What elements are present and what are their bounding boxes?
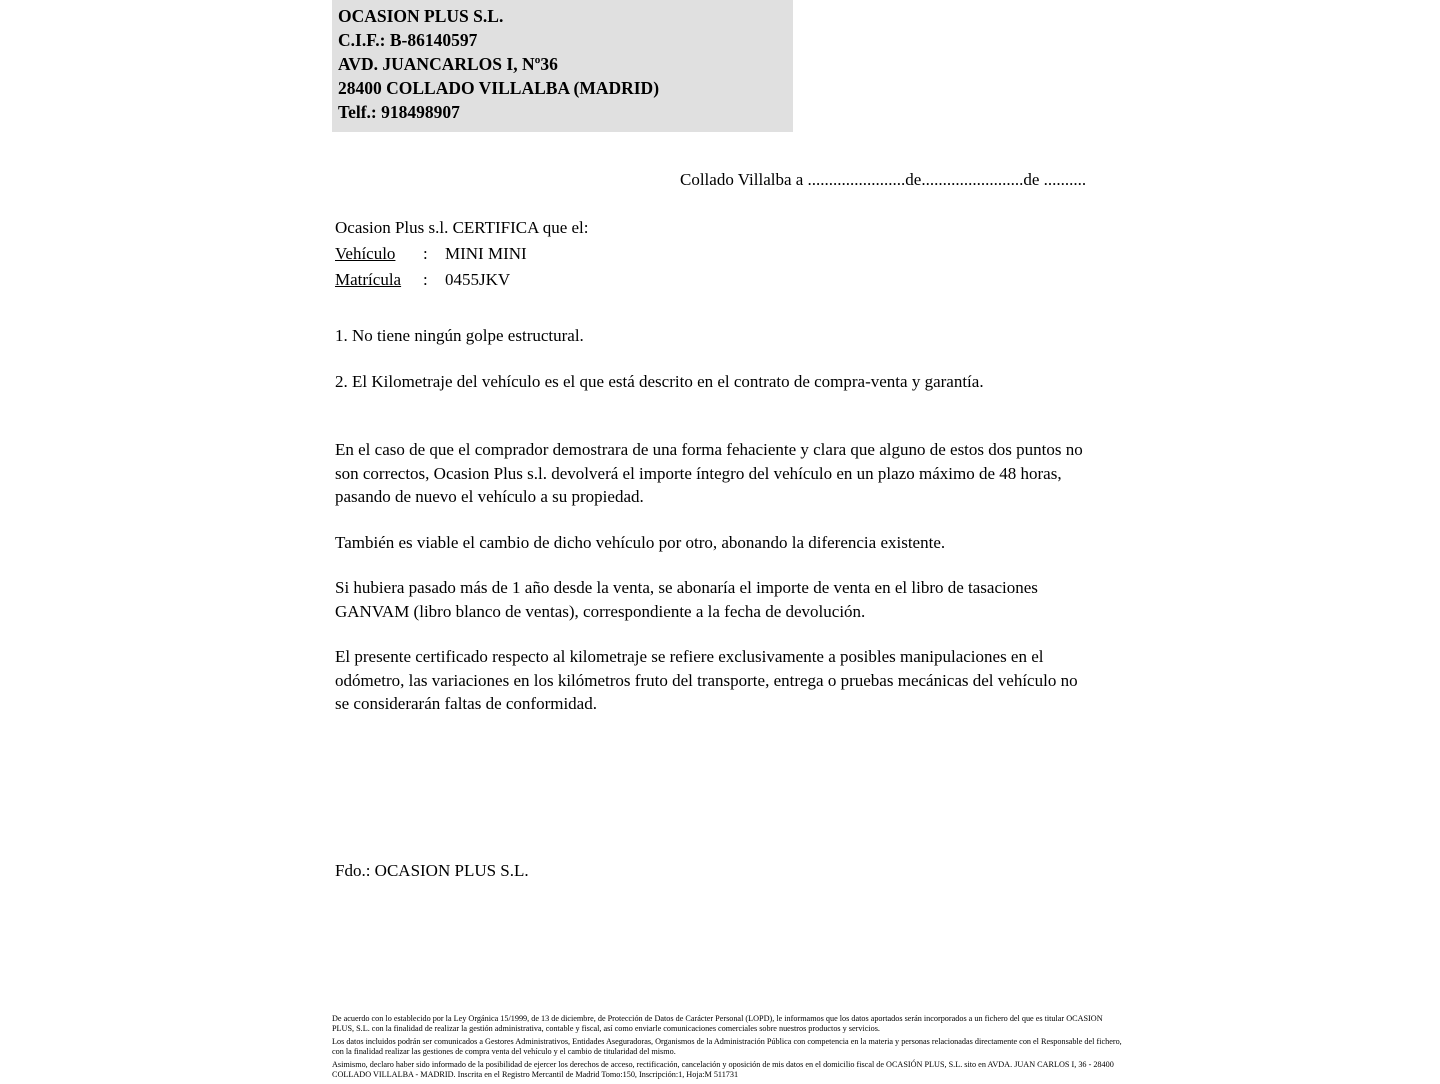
body-paragraph: Si hubiera pasado más de 1 año desde la venta, se abonaría el importe de venta en el libro de tasaciones GANVAM (libro blanco de ventas), correspondiente a la fecha de devolución. [335, 578, 1038, 621]
letterhead-block [332, 0, 793, 132]
points-list [335, 324, 1235, 416]
body-text [335, 438, 1095, 738]
vehicle-row [335, 241, 589, 267]
date-line: Collado Villalba a .......................de........................de .......... [680, 170, 1087, 189]
point-item: 2. El Kilometraje del vehículo es el que está descrito en el contrato de compra-venta y garantía. [335, 372, 984, 391]
company-phone: Telf.: 918498907 [338, 102, 460, 122]
company-address: AVD. JUANCARLOS I, Nº36 [338, 54, 558, 74]
legal-paragraph: Asimismo, declaro haber sido informado de la posibilidad de ejercer los derechos de acceso, rectificación, cancelación y oposición de mis datos en el domicilio fiscal de OCASIÓN PLUS, S.L. sito en AVDA. JUAN CARLOS I, 36 - 28400 COLLADO VILLALBA - MADRID. Inscrita en el Registro Mercantil de Madrid Tomo:150, Inscripción:1, Hoja:M 511731 [332, 1060, 1114, 1079]
body-paragraph: También es viable el cambio de dicho vehículo por otro, abonando la diferencia existente. [335, 532, 946, 552]
plate-label: Matrícula [335, 270, 402, 289]
company-cif: C.I.F.: B-86140597 [338, 30, 478, 50]
vehicle-separator: : [423, 244, 428, 263]
body-paragraph: El presente certificado respecto al kilometraje se refiere exclusivamente a posibles manipulaciones en el odómetro, las variaciones en los kilómetros fruto del transporte, entrega o pruebas mecánicas del vehículo no se considerarán faltas de conformidad. [335, 647, 1078, 713]
legal-footer [332, 1014, 1122, 1084]
point-item: 1. No tiene ningún golpe estructural. [335, 326, 584, 345]
company-city: 28400 COLLADO VILLALBA (MADRID) [338, 78, 660, 98]
certification-lead: Ocasion Plus s.l. CERTIFICA que el: [335, 218, 589, 237]
plate-row [335, 267, 589, 293]
certification-block [335, 215, 589, 293]
plate-value: 0455JKV [445, 270, 511, 289]
body-paragraph: En el caso de que el comprador demostrara de una forma fehaciente y clara que alguno de estos dos puntos no son correctos, Ocasion Plus s.l. devolverá el importe íntegro del vehículo en un plazo máximo de 48 horas, pasando de nuevo el vehículo a su propiedad. [335, 440, 1083, 506]
company-name: OCASION PLUS S.L. [338, 6, 504, 26]
legal-paragraph: De acuerdo con lo establecido por la Ley Orgánica 15/1999, de 13 de diciembre, de Protección de Datos de Carácter Personal (LOPD), le informamos que los datos aportados serán incorporados a un fichero del que es titular OCASION PLUS, S.L. con la finalidad de realizar la gestión administrativa, contable y fiscal, así como enviarle comunicaciones comerciales sobre nuestros productos y servicios. [332, 1014, 1103, 1033]
signature-line: Fdo.: OCASION PLUS S.L. [335, 861, 529, 880]
vehicle-value: MINI MINI [445, 244, 527, 263]
legal-paragraph: Los datos incluidos podrán ser comunicados a Gestores Administrativos, Entidades Aseguradoras, Organismos de la Administración Pública con competencia en la materia y personas relacionadas directamente con el Responsable del fichero, con la finalidad realizar las gestiones de compra venta del vehículo y el cambio de titularidad del mismo. [332, 1037, 1122, 1056]
vehicle-label: Vehículo [335, 244, 396, 263]
plate-separator: : [423, 270, 428, 289]
